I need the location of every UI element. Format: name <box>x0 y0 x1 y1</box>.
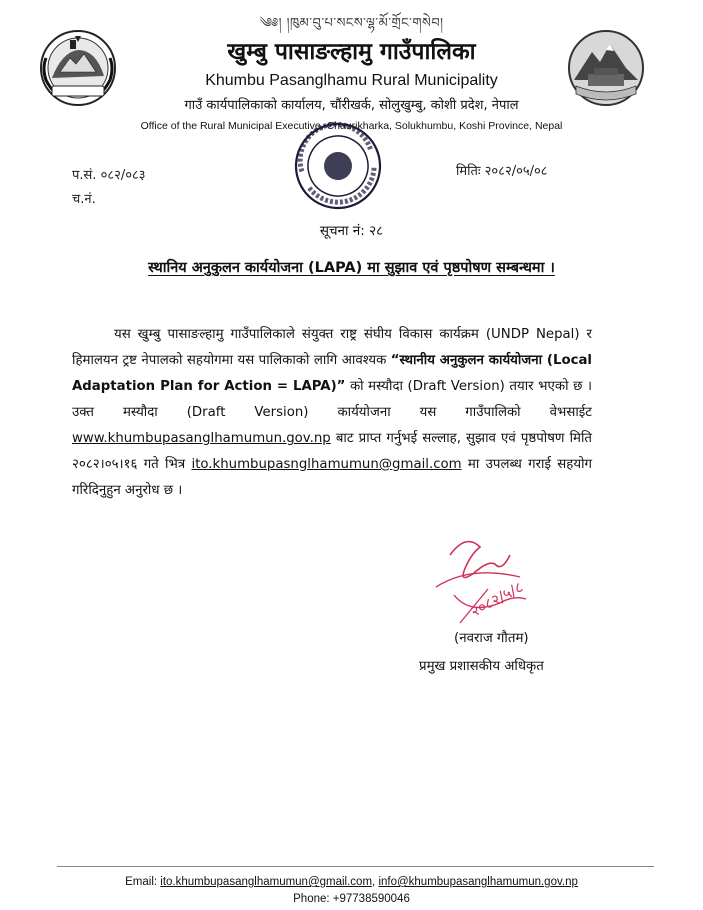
office-address-nepali: गाउँ कार्यपालिकाको कार्यालय, चौंरीखर्क, सोलुखुम्बु, कोशी प्रदेश, नेपाल <box>184 98 519 113</box>
notice-body <box>72 322 592 504</box>
plan-title: “स्थानीय अनुकुलन कार्ययोजना (Local Adaptation Plan for Action = LAPA)” <box>72 353 592 394</box>
footer-divider <box>57 866 654 867</box>
body-part-1: यस खुम्बु पासाङल्हामु गाउँपालिकाले संयुक्त राष्ट्र संघीय विकास कार्यक्रम (UNDP Nepal) र हिमालयन ट्रष्ट नेपालको सहयोगमा यस पालिकाको लागि आवश्यक <box>72 327 592 368</box>
footer-separator: , <box>372 876 379 888</box>
footer-email-link-1[interactable]: ito.khumbupasanglhamumun@gmail.com <box>160 876 373 888</box>
handwritten-signature <box>430 525 540 630</box>
body-part-3: बाट प्राप्त गर्नुभई सल्लाह, सुझाव एवं पृष्ठपोषण मिति २०८२।०५।१६ गते भित्र <box>72 431 592 472</box>
submission-email-link[interactable]: ito.khumbupasnglhamumun@gmail.com <box>191 457 462 472</box>
municipality-name-nepali: खुम्बु पासाङल्हामु गाउँपालिका <box>227 39 476 65</box>
footer-email-link-2[interactable]: info@khumbupasanglhamumun.gov.np <box>378 876 578 888</box>
footer-email <box>0 876 703 888</box>
official-stamp <box>292 120 384 212</box>
reference-number: प.सं. ०८२/०८३ <box>72 168 146 183</box>
dispatch-number: च.नं. <box>72 192 96 207</box>
signature-date: २०८२/५/८ <box>467 577 527 621</box>
tibetan-header: ༄༅། །ཁུམ་བུ་པ་སངས་ལྷ་མོ་གྲོང་གསེབ། <box>259 16 444 31</box>
municipality-name-english: Khumbu Pasanglhamu Rural Municipality <box>205 72 498 89</box>
signatory-title: प्रमुख प्रशासकीय अधिकृत <box>419 659 544 674</box>
issue-date: मितिः २०८२/०५/०८ <box>456 164 548 179</box>
footer-phone: Phone: +97738590046 <box>293 893 410 905</box>
notice-number: सूचना नं: २८ <box>319 223 384 239</box>
notice-subject: स्थानिय अनुकुलन कार्ययोजना (LAPA) मा सुझाव एवं पृष्ठपोषण सम्बन्धमा । <box>148 260 555 276</box>
body-part-2: को मस्यौदा (Draft Version) तयार भएको छ । उक्त मस्यौदा (Draft Version) कार्ययोजना यस गाउँपालिको वेभसाईट <box>72 379 592 420</box>
website-link[interactable]: www.khumbupasanglhamumun.gov.np <box>72 431 331 446</box>
body-part-4: मा उपलब्ध गराई सहयोग गरिदिनुहुन अनुरोध छ । <box>72 457 592 498</box>
signatory-name: (नवराज गौतम) <box>454 631 529 646</box>
footer-email-label: Email: <box>125 876 161 888</box>
office-address-english: Office of the Rural Municipal Executive, Chaurikharka, Solukhumbu, Koshi Province, Nepal <box>140 120 563 132</box>
